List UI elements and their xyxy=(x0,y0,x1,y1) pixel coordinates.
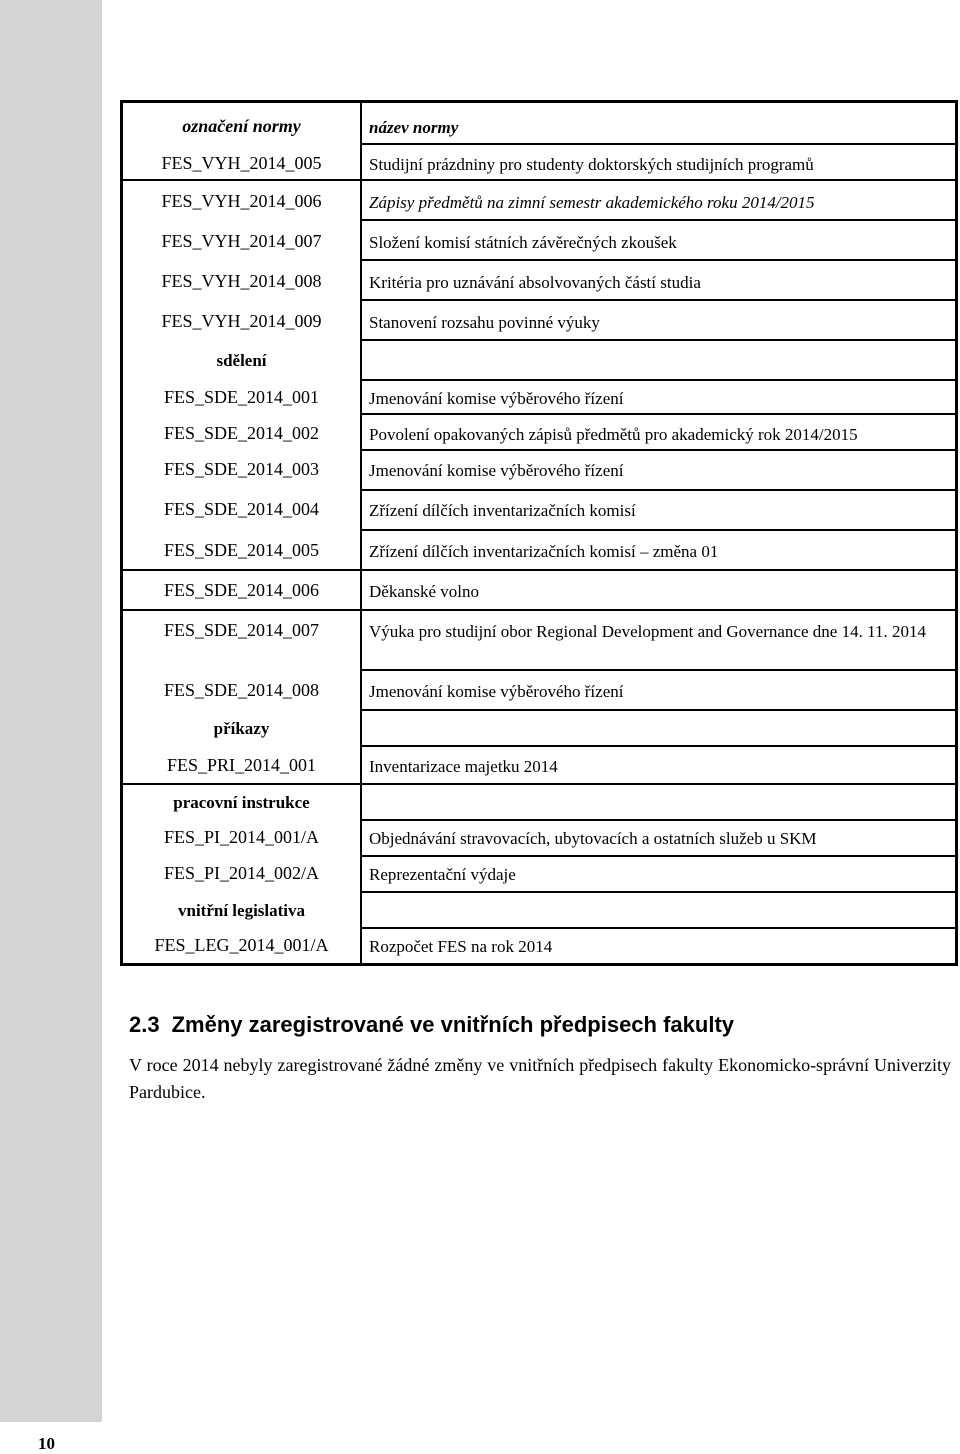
norm-name: Jmenování komise výběrového řízení xyxy=(369,682,624,701)
section-title: Změny zaregistrované ve vnitřních předpisech fakulty xyxy=(171,1012,735,1037)
section-paragraph: V roce 2014 nebyly zaregistrované žádné změny ve vnitřních předpisech fakulty Ekonomicko-správní Univerzity Pardubice. xyxy=(129,1055,951,1102)
norm-code: FES_SDE_2014_006 xyxy=(163,580,320,600)
header-code: označení normy xyxy=(182,116,301,136)
section-heading xyxy=(129,1012,734,1038)
norm-code: FES_VYH_2014_006 xyxy=(161,191,322,211)
norm-code: FES_VYH_2014_007 xyxy=(161,231,322,251)
row-divider xyxy=(362,339,955,341)
norm-code: FES_VYH_2014_008 xyxy=(161,271,322,291)
norm-name: Jmenování komise výběrového řízení xyxy=(369,461,624,480)
norm-name: Reprezentační výdaje xyxy=(369,865,516,884)
norm-code: FES_PI_2014_001/A xyxy=(163,827,320,847)
norm-code: FES_SDE_2014_003 xyxy=(163,459,320,479)
row-divider xyxy=(362,489,955,491)
row-divider xyxy=(362,413,955,415)
page-number: 10 xyxy=(38,1434,55,1453)
row-divider xyxy=(362,299,955,301)
norm-code: FES_SDE_2014_007 xyxy=(163,620,320,640)
norm-name: Zápisy předmětů na zimní semestr akademického roku 2014/2015 xyxy=(369,193,815,212)
section-label: příkazy xyxy=(213,719,270,738)
norm-name: Objednávání stravovacích, ubytovacích a ostatních služeb u SKM xyxy=(369,829,817,848)
column-divider xyxy=(360,103,362,963)
norm-name: Složení komisí státních závěrečných zkoušek xyxy=(369,233,677,252)
norm-name: Kritéria pro uznávání absolvovaných částí studia xyxy=(369,273,701,292)
section-label: pracovní instrukce xyxy=(173,793,310,812)
row-divider xyxy=(362,529,955,531)
norm-name: Inventarizace majetku 2014 xyxy=(369,757,558,776)
norm-code: FES_LEG_2014_001/A xyxy=(154,935,329,955)
norm-code: FES_SDE_2014_004 xyxy=(163,499,320,519)
page-margin-bar xyxy=(0,0,102,1422)
row-divider xyxy=(362,143,955,145)
norm-code: FES_PI_2014_002/A xyxy=(163,863,320,883)
norm-name: Výuka pro studijní obor Regional Development and Governance dne 14. 11. 2014 xyxy=(369,622,926,641)
section-number: 2.3 xyxy=(129,1012,160,1037)
norm-name: Povolení opakovaných zápisů předmětů pro akademický rok 2014/2015 xyxy=(369,425,858,444)
row-divider xyxy=(123,179,955,181)
norm-name: Jmenování komise výběrového řízení xyxy=(369,389,624,408)
section-label: vnitřní legislativa xyxy=(177,901,306,920)
norm-name: Děkanské volno xyxy=(369,582,480,601)
header-name: název normy xyxy=(369,118,459,137)
norm-name: Studijní prázdniny pro studenty doktorských studijních programů xyxy=(369,155,814,174)
row-divider xyxy=(362,891,955,893)
row-divider xyxy=(362,745,955,747)
row-divider xyxy=(362,219,955,221)
row-divider xyxy=(362,709,955,711)
norm-code: FES_VYH_2014_009 xyxy=(161,311,322,331)
row-divider xyxy=(362,449,955,451)
row-divider xyxy=(362,819,955,821)
row-divider xyxy=(123,609,955,611)
norm-name: Zřízení dílčích inventarizačních komisí xyxy=(369,501,636,520)
row-divider xyxy=(123,569,955,571)
row-divider xyxy=(362,259,955,261)
norm-code: FES_VYH_2014_005 xyxy=(161,153,322,173)
row-divider xyxy=(362,855,955,857)
row-divider xyxy=(362,379,955,381)
norm-name: Rozpočet FES na rok 2014 xyxy=(369,937,553,956)
norm-code: FES_SDE_2014_001 xyxy=(163,387,320,407)
norm-code: FES_SDE_2014_005 xyxy=(163,540,320,560)
row-divider xyxy=(123,783,955,785)
norm-name: Zřízení dílčích inventarizačních komisí – změna 01 xyxy=(369,542,719,561)
norm-name: Stanovení rozsahu povinné výuky xyxy=(369,313,600,332)
row-divider xyxy=(362,669,955,671)
section-label: sdělení xyxy=(216,351,267,370)
norm-code: FES_SDE_2014_002 xyxy=(163,423,320,443)
norm-code: FES_SDE_2014_008 xyxy=(163,680,320,700)
norm-code: FES_PRI_2014_001 xyxy=(166,755,317,775)
norms-table xyxy=(120,100,958,966)
row-divider xyxy=(362,927,955,929)
